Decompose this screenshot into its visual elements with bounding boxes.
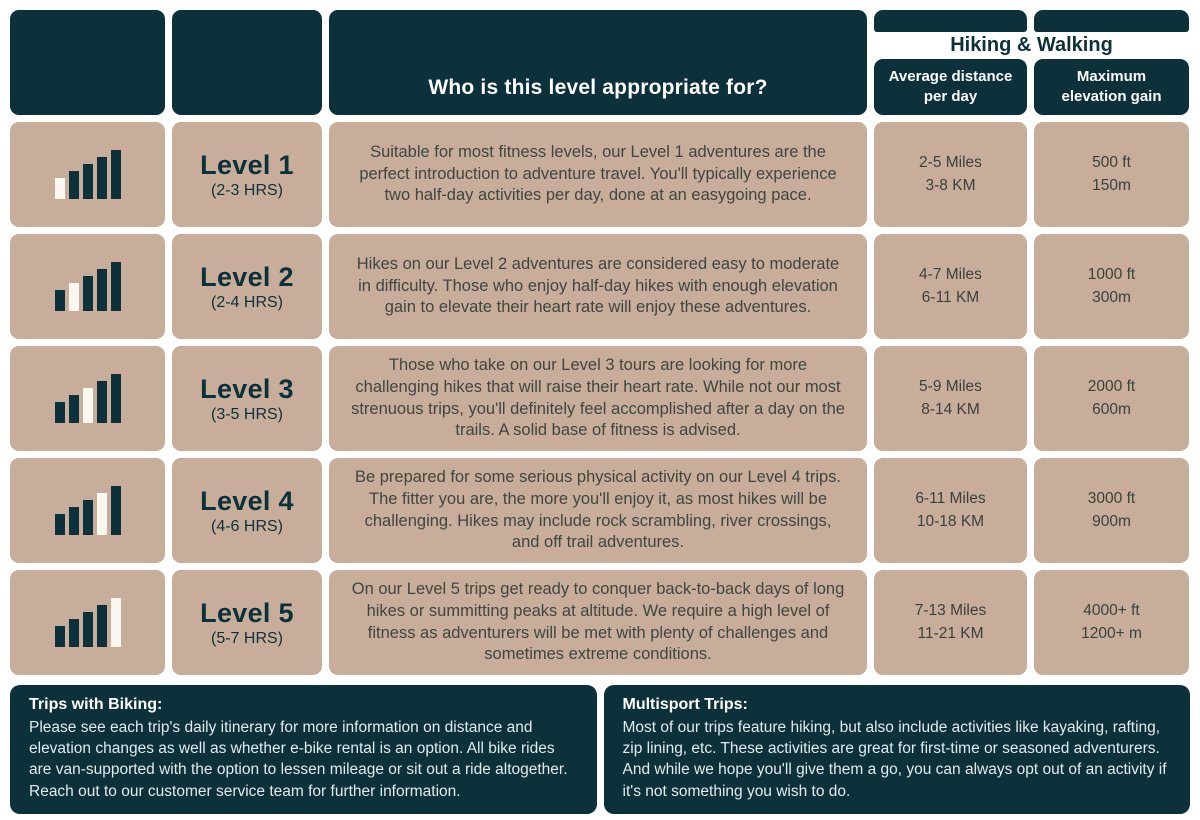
signal-bar bbox=[97, 269, 107, 311]
level-2-icon-cell bbox=[10, 234, 165, 339]
level-3-distance-cell bbox=[874, 346, 1027, 451]
elevation-ft: 2000 ft bbox=[1087, 378, 1136, 396]
level-5-signal-bars-icon bbox=[55, 598, 121, 647]
level-description: Hikes on our Level 2 adventures are considered easy to moderate in difficulty. Those who enjoy half-day hikes with enough elevation gain to elevate their heart rate will enjoy these adventures. bbox=[356, 254, 840, 317]
biking-note-title: Trips with Biking: bbox=[29, 696, 163, 713]
signal-bar bbox=[111, 598, 121, 647]
level-4-icon-cell bbox=[10, 458, 165, 563]
level-5-title-cell bbox=[172, 570, 322, 675]
levels-table bbox=[10, 10, 1190, 675]
level-4-elevation-cell bbox=[1034, 458, 1189, 563]
signal-bar bbox=[69, 171, 79, 199]
signal-bar bbox=[69, 507, 79, 535]
signal-bar bbox=[111, 150, 121, 199]
level-hours: (3-5 HRS) bbox=[210, 405, 283, 423]
level-3-icon-cell bbox=[10, 346, 165, 451]
level-hours: (2-4 HRS) bbox=[210, 293, 283, 311]
header-stub-elevation bbox=[1034, 10, 1189, 32]
level-2-elevation-cell bbox=[1034, 234, 1189, 339]
signal-bar bbox=[69, 619, 79, 647]
signal-bar bbox=[111, 262, 121, 311]
level-1-elevation-cell bbox=[1034, 122, 1189, 227]
level-title: Level 5 bbox=[200, 597, 294, 628]
signal-bar bbox=[83, 500, 93, 535]
level-2-title-cell bbox=[172, 234, 322, 339]
level-hours: (5-7 HRS) bbox=[210, 629, 283, 647]
level-1-icon-cell bbox=[10, 122, 165, 227]
signal-bar bbox=[83, 276, 93, 311]
header-stub-row bbox=[874, 10, 1189, 32]
level-title: Level 2 bbox=[200, 261, 294, 292]
biking-note bbox=[10, 685, 597, 814]
distance-km: 3-8 KM bbox=[925, 176, 976, 194]
level-2-signal-bars-icon bbox=[55, 262, 121, 311]
level-hours: (2-3 HRS) bbox=[210, 181, 283, 199]
level-1-signal-bars-icon bbox=[55, 150, 121, 199]
level-3-elevation-cell bbox=[1034, 346, 1189, 451]
elevation-ft: 4000+ ft bbox=[1083, 602, 1140, 620]
level-hours: (4-6 HRS) bbox=[210, 517, 283, 535]
signal-bar bbox=[97, 157, 107, 199]
level-description: Suitable for most fitness levels, our Level 1 adventures are the perfect introduction to adventure travel. You'll typically experience two half-day activities per day, done at an easygoing pace. bbox=[359, 142, 837, 205]
signal-bar bbox=[55, 626, 65, 647]
level-description: Those who take on our Level 3 tours are looking for more challenging hikes that will raise their heart rate. While not our most strenuous trips, you'll definitely feel accomplished after a day on the trails. A solid base of fitness is advised. bbox=[351, 355, 845, 440]
signal-bar bbox=[55, 514, 65, 535]
level-4-distance-cell bbox=[874, 458, 1027, 563]
signal-bar bbox=[111, 374, 121, 423]
biking-note-body: Please see each trip's daily itinerary for more information on distance and elevation changes as well as whether e-bike rental is an option. All bike rides are van-supported with the option to lessen mileage or sit out a ride altogether. Reach out to our customer service team for further information. bbox=[29, 719, 568, 800]
elevation-header-line1: Maximum bbox=[1076, 67, 1147, 85]
header-stub-distance bbox=[874, 10, 1027, 32]
distance-miles: 5-9 Miles bbox=[919, 378, 982, 396]
level-1-description-cell bbox=[329, 122, 867, 227]
signal-bar bbox=[69, 395, 79, 423]
level-title: Level 3 bbox=[200, 373, 294, 404]
distance-km: 11-21 KM bbox=[917, 624, 984, 642]
level-4-description-cell bbox=[329, 458, 867, 563]
signal-bar bbox=[111, 486, 121, 535]
level-2-distance-cell bbox=[874, 234, 1027, 339]
header-who-cell bbox=[329, 10, 867, 115]
footnotes-row bbox=[10, 685, 1190, 814]
level-2-description-cell bbox=[329, 234, 867, 339]
header-level-column-spacer bbox=[172, 10, 322, 115]
header-subcolumns-row bbox=[874, 59, 1189, 115]
elevation-ft: 500 ft bbox=[1092, 154, 1131, 172]
signal-bar bbox=[55, 402, 65, 423]
signal-bar bbox=[97, 381, 107, 423]
distance-km: 6-11 KM bbox=[921, 288, 980, 306]
level-5-description-cell bbox=[329, 570, 867, 675]
level-4-signal-bars-icon bbox=[55, 486, 121, 535]
hiking-walking-banner bbox=[874, 32, 1189, 59]
header-distance-column bbox=[874, 59, 1027, 115]
signal-bar bbox=[55, 290, 65, 311]
header-hiking-walking-group bbox=[874, 10, 1189, 115]
elevation-m: 150m bbox=[1092, 176, 1131, 194]
elevation-m: 600m bbox=[1092, 400, 1131, 418]
level-1-distance-cell bbox=[874, 122, 1027, 227]
level-title: Level 1 bbox=[200, 149, 294, 180]
who-title-text: Who is this level appropriate for? bbox=[428, 76, 768, 99]
elevation-m: 300m bbox=[1092, 288, 1131, 306]
multisport-note-body: Most of our trips feature hiking, but also include activities like kayaking, rafting, zip lining, etc. These activities are great for first-time or seasoned adventurers. And while we hope you'll give them a go, you can always opt out of an activity if it's not something you wish to do. bbox=[622, 719, 1167, 800]
elevation-ft: 3000 ft bbox=[1087, 490, 1136, 508]
level-5-distance-cell bbox=[874, 570, 1027, 675]
signal-bar bbox=[97, 493, 107, 535]
level-4-title-cell bbox=[172, 458, 322, 563]
distance-miles: 6-11 Miles bbox=[915, 490, 986, 508]
level-5-elevation-cell bbox=[1034, 570, 1189, 675]
signal-bar bbox=[83, 612, 93, 647]
level-title: Level 4 bbox=[200, 485, 294, 516]
hiking-walking-title: Hiking & Walking bbox=[950, 34, 1113, 56]
distance-km: 8-14 KM bbox=[921, 400, 980, 418]
elevation-header-line2: elevation gain bbox=[1061, 88, 1162, 105]
level-5-icon-cell bbox=[10, 570, 165, 675]
signal-bar bbox=[83, 388, 93, 423]
distance-km: 10-18 KM bbox=[916, 512, 985, 530]
level-description: On our Level 5 trips get ready to conquer back-to-back days of long hikes or summitting peaks at altitude. We require a high level of fitness as adventurers will be met with plenty of challenges and sometimes extreme conditions. bbox=[351, 579, 845, 664]
elevation-m: 1200+ m bbox=[1081, 624, 1142, 642]
multisport-note-title: Multisport Trips: bbox=[622, 696, 748, 713]
signal-bar bbox=[55, 178, 65, 199]
elevation-m: 900m bbox=[1092, 512, 1131, 530]
signal-bar bbox=[69, 283, 79, 311]
distance-miles: 2-5 Miles bbox=[919, 154, 982, 172]
distance-header-line1: Average distance bbox=[888, 67, 1013, 85]
level-1-title-cell bbox=[172, 122, 322, 227]
signal-bar bbox=[83, 164, 93, 199]
elevation-ft: 1000 ft bbox=[1087, 266, 1136, 284]
level-3-description-cell bbox=[329, 346, 867, 451]
level-description: Be prepared for some serious physical activity on our Level 4 trips. The fitter you are, the more you'll enjoy it, as most hikes will be challenging. Hikes may include rock scrambling, river crossings, and off trail adventures. bbox=[354, 467, 842, 552]
multisport-note bbox=[604, 685, 1191, 814]
level-3-signal-bars-icon bbox=[55, 374, 121, 423]
header-icon-column-spacer bbox=[10, 10, 165, 115]
distance-miles: 7-13 Miles bbox=[914, 602, 987, 620]
distance-miles: 4-7 Miles bbox=[919, 266, 982, 284]
signal-bar bbox=[97, 605, 107, 647]
distance-header-line2: per day bbox=[923, 88, 978, 105]
header-elevation-column bbox=[1034, 59, 1189, 115]
level-3-title-cell bbox=[172, 346, 322, 451]
